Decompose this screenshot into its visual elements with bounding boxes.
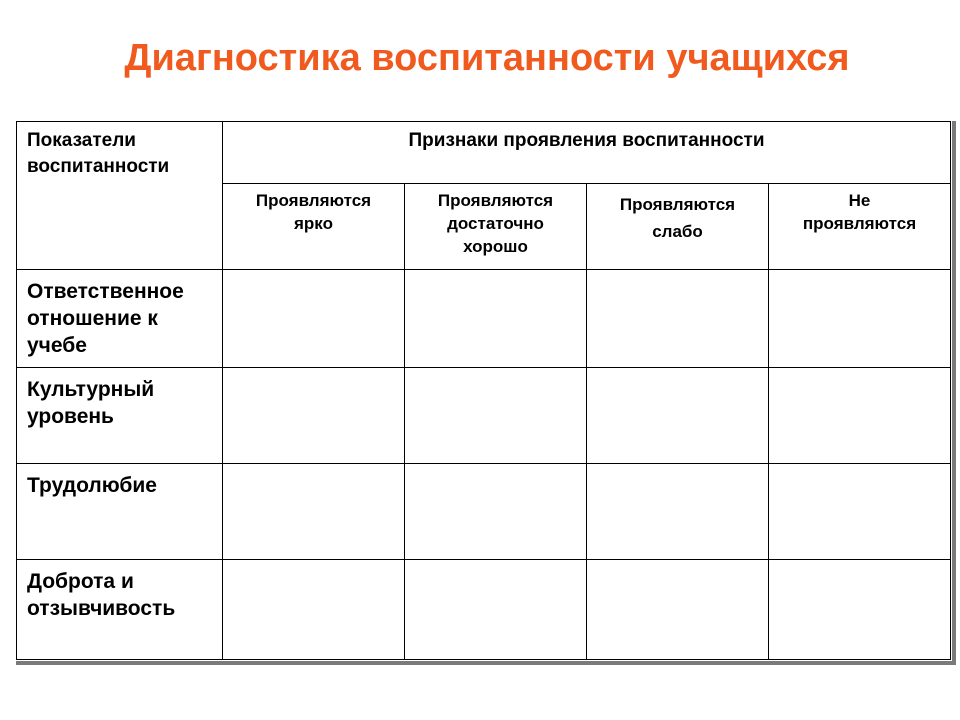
diagnostic-table-frame (16, 121, 956, 665)
table-cell[interactable] (405, 368, 587, 464)
page-title: Диагностика воспитанности учащихся (124, 37, 850, 79)
table-cell[interactable] (223, 270, 405, 368)
indicators-header-cell (17, 122, 223, 270)
signs-header: Признаки проявления воспитанности (408, 130, 765, 151)
table-cell[interactable] (223, 368, 405, 464)
table-row (17, 560, 951, 660)
sub-header-cell (223, 184, 405, 270)
table-row (17, 368, 951, 464)
table-cell[interactable] (405, 270, 587, 368)
sub-header-cell (405, 184, 587, 270)
signs-header-cell (223, 122, 951, 184)
table-row (17, 464, 951, 560)
diagnostic-table (16, 121, 951, 660)
sub-header-cell (587, 184, 769, 270)
table-cell[interactable] (769, 368, 951, 464)
sub-header-good: Проявляются достаточно хорошо (437, 191, 554, 256)
table-cell[interactable] (587, 560, 769, 660)
row-label: Трудолюбие (17, 464, 223, 560)
table-cell[interactable] (405, 464, 587, 560)
sub-header-vivid: Проявляются ярко (255, 191, 372, 233)
row-label: Ответственное отношение к учебе (17, 270, 223, 368)
table-cell[interactable] (769, 464, 951, 560)
table-cell[interactable] (769, 560, 951, 660)
table-cell[interactable] (587, 270, 769, 368)
table-cell[interactable] (587, 368, 769, 464)
row-label: Культурный уровень (17, 368, 223, 464)
sub-header-none: Не проявляются (802, 191, 917, 233)
table-cell[interactable] (223, 560, 405, 660)
indicators-header: Показатели воспитанности (27, 130, 170, 177)
table-cell[interactable] (769, 270, 951, 368)
table-row (17, 270, 951, 368)
table-cell[interactable] (223, 464, 405, 560)
sub-header-weak: Проявляются слабо (619, 195, 736, 241)
row-label: Доброта и отзывчивость (17, 560, 223, 660)
sub-header-cell (769, 184, 951, 270)
table-cell[interactable] (587, 464, 769, 560)
table-cell[interactable] (405, 560, 587, 660)
